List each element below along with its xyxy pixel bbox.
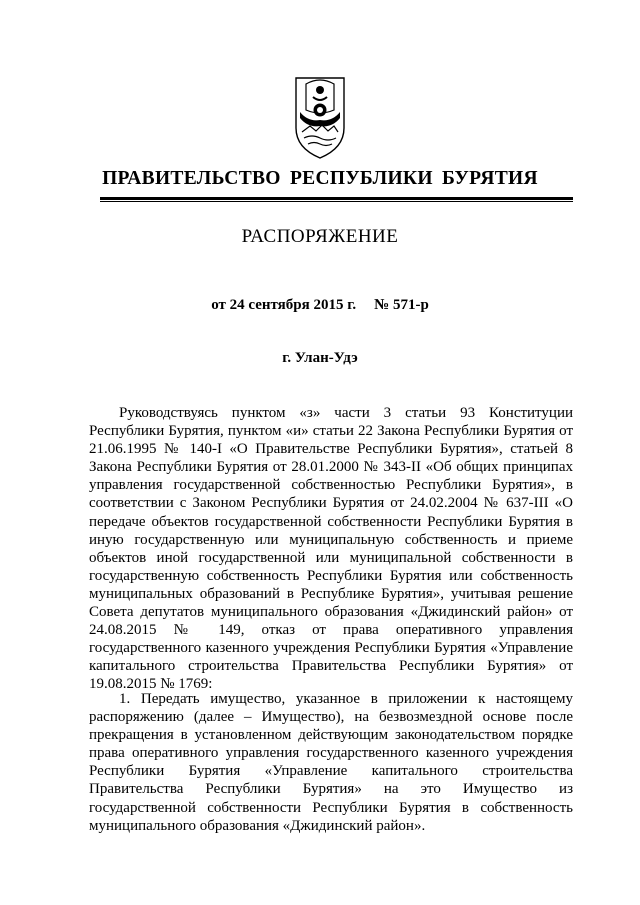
organization-title: ПРАВИТЕЛЬСТВО РЕСПУБЛИКИ БУРЯТИЯ xyxy=(102,168,538,189)
header-divider-thin xyxy=(100,201,573,202)
document-city: г. Улан-Удэ xyxy=(282,350,358,366)
item-1-paragraph: 1. Передать имущество, указанное в приложении к настоящему распоряжению (далее – Имущество), на безвозмездной основе после прекращения в установленном действующим законодательством порядке права оперативного управления государственного казенного учреждения Республики Бурятия «Управление капитального строительства Правительства Республики Бурятия» на это Имущество из государственной собственности Республики Бурятия в собственность муниципального образования «Джидинский район». xyxy=(89,691,573,834)
document-date: от 24 сентября 2015 г. xyxy=(211,297,357,313)
document-type: РАСПОРЯЖЕНИЕ xyxy=(241,226,399,247)
buryatia-coat-of-arms-icon xyxy=(292,70,348,162)
header-divider-thick xyxy=(100,197,573,200)
document-number: № 571-р xyxy=(374,297,429,313)
preamble-paragraph: Руководствуясь пунктом «з» части 3 статьи 93 Конституции Республики Бурятия, пунктом «и» статьи 22 Закона Республики Бурятия от 21.06.1995 № 140-I «О Правительстве Республики Бурятия», статьей 8 Закона Республики Бурятия от 28.01.2000 № 343-II «Об общих принципах управления государственной собственностью Республики Бурятия», в соответствии с Законом Республики Бурятия от 24.02.2004 № 637-III «О передаче объектов государственной собственности Республики Бурятия в иную государственную или муниципальную собственность и приеме объектов иной государственной или муниципальной собственности в государственную собственность Республики Бурятия или собственность муниципальных образований в Республике Бурятия», учитывая решение Совета депутатов муниципального образования «Джидинский район» от 24.08.2015 № 149, отказ от права оперативного управления государственного казенного учреждения Республики Бурятия «Управление капитального строительства Правительства Республики Бурятия» от 19.08.2015 № 1769: xyxy=(89,405,573,693)
document-date-line xyxy=(0,297,640,314)
